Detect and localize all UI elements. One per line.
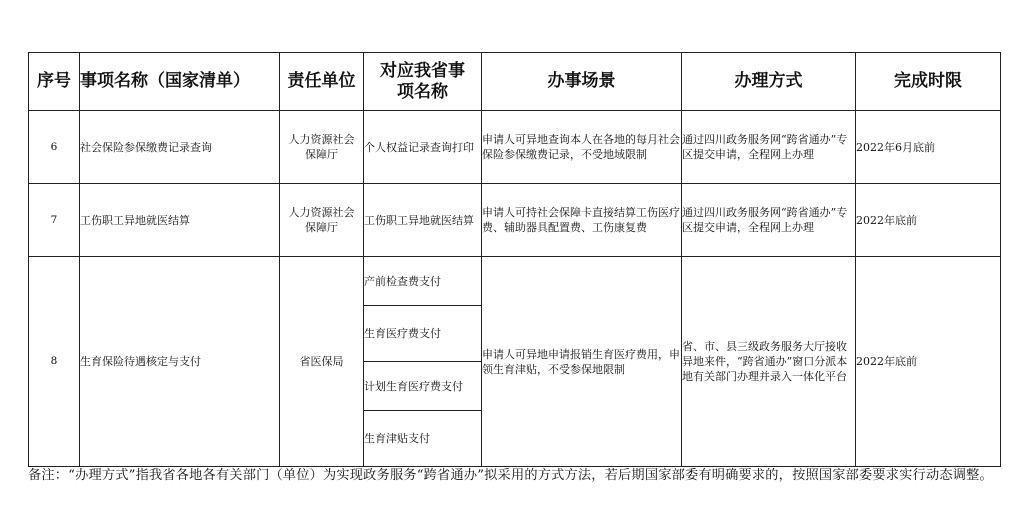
row-seq: 8 xyxy=(29,257,80,467)
row-responsible-unit: 省医保局 xyxy=(280,257,364,467)
row-item-name: 社会保险参保缴费记录查询 xyxy=(80,111,280,184)
row-method: 通过四川政务服务网“跨省通办”专区提交申请，全程网上办理 xyxy=(682,184,856,257)
row-deadline: 2022年底前 xyxy=(856,184,1001,257)
row-province-subitem: 产前检查费支付 xyxy=(364,257,482,306)
row-deadline: 2022年底前 xyxy=(856,257,1001,467)
header-seq: 序号 xyxy=(29,53,80,111)
row-method: 省、市、县三级政务服务大厅接收异地来件，“跨省通办”窗口分派本地有关部门办理并录入一体化平台 xyxy=(682,257,856,467)
header-province-item xyxy=(364,53,482,111)
row-item-name: 生育保险待遇核定与支付 xyxy=(80,257,280,467)
row-seq: 7 xyxy=(29,184,80,257)
header-scenario: 办事场景 xyxy=(482,53,682,111)
header-item-name: 事项名称（国家清单） xyxy=(80,53,280,111)
header-deadline: 完成时限 xyxy=(856,53,1001,111)
row-item-name: 工伤职工异地就医结算 xyxy=(80,184,280,257)
footnote: 备注：“办理方式”指我省各地各有关部门（单位）为实现政务服务“跨省通办”拟采用的方式方法，若后期国家部委有明确要求的，按照国家部委要求实行动态调整。 xyxy=(28,468,993,483)
table-row xyxy=(29,111,1001,184)
row-seq: 6 xyxy=(29,111,80,184)
row-responsible-unit xyxy=(280,184,364,257)
row-province-subitem: 生育医疗费支付 xyxy=(364,306,482,362)
header-province-item-line1: 对应我省事 xyxy=(380,60,465,81)
row-method: 通过四川政务服务网“跨省通办”专区提交申请，全程网上办理 xyxy=(682,111,856,184)
header-method: 办理方式 xyxy=(682,53,856,111)
matters-table xyxy=(28,52,1001,467)
row-province-item: 工伤职工异地就医结算 xyxy=(364,184,482,257)
row-province-item: 个人权益记录查询打印 xyxy=(364,111,482,184)
table-row xyxy=(29,257,1001,306)
row-responsible-unit xyxy=(280,111,364,184)
row-unit-line2: 保障厅 xyxy=(305,221,338,234)
header-province-item-line2: 项名称 xyxy=(397,81,448,102)
row-scenario: 申请人可持社会保障卡直接结算工伤医疗费、辅助器具配置费、工伤康复费 xyxy=(482,184,682,257)
row-scenario: 申请人可异地查询本人在各地的每月社会保险参保缴费记录，不受地域限制 xyxy=(482,111,682,184)
row-province-subitem: 计划生育医疗费支付 xyxy=(364,362,482,411)
row-unit-line2: 保障厅 xyxy=(305,148,338,161)
row-province-subitem: 生育津贴支付 xyxy=(364,411,482,467)
header-responsible-unit: 责任单位 xyxy=(280,53,364,111)
row-unit-line1: 人力资源社会 xyxy=(288,133,355,146)
header-row xyxy=(29,53,1001,111)
row-deadline: 2022年6月底前 xyxy=(856,111,1001,184)
row-scenario: 申请人可异地申请报销生育医疗费用，申领生育津贴，不受参保地限制 xyxy=(482,257,682,467)
row-unit-line1: 人力资源社会 xyxy=(288,206,355,219)
table-row xyxy=(29,184,1001,257)
